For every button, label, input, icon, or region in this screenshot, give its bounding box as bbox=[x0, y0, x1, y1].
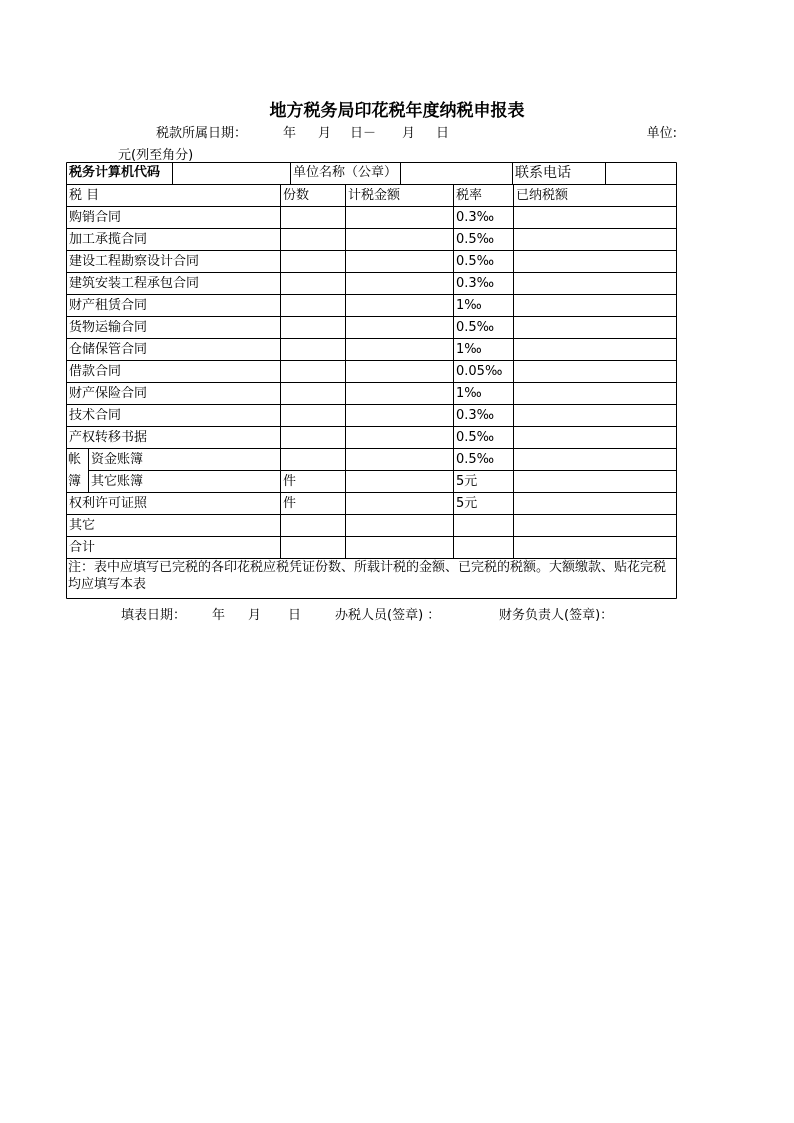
row-amount-cell[interactable] bbox=[348, 430, 450, 446]
row-paid-cell[interactable] bbox=[516, 386, 672, 402]
row-rate-cell: 5元 bbox=[456, 496, 478, 511]
row-amount-cell[interactable] bbox=[348, 474, 450, 490]
row-count-cell[interactable]: 件 bbox=[283, 496, 297, 511]
row-rate-cell: 0.5‰ bbox=[456, 430, 495, 445]
row-paid-cell[interactable] bbox=[516, 496, 672, 512]
unit-name-field[interactable] bbox=[401, 163, 512, 184]
row-rate-cell: 1‰ bbox=[456, 386, 482, 401]
finance-head-signature-label: 财务负责人(签章)： bbox=[499, 608, 614, 623]
fill-date-day: 日 bbox=[288, 608, 302, 623]
row-paid-cell[interactable] bbox=[516, 276, 672, 292]
row-item-name: 货物运输合同 bbox=[69, 320, 148, 335]
row-amount-cell[interactable] bbox=[348, 518, 450, 534]
row-rate-cell: 0.05‰ bbox=[456, 364, 503, 379]
row-amount-cell[interactable] bbox=[348, 254, 450, 270]
row-paid-cell[interactable] bbox=[516, 210, 672, 226]
fill-date-label: 填表日期： bbox=[121, 608, 187, 623]
row-item-name: 购销合同 bbox=[69, 210, 122, 225]
row-rate-cell: 1‰ bbox=[456, 298, 482, 313]
row-amount-cell[interactable] bbox=[348, 232, 450, 248]
ledger-group-label-top: 帐 bbox=[68, 452, 82, 467]
row-amount-cell[interactable] bbox=[348, 496, 450, 512]
row-amount-cell[interactable] bbox=[348, 408, 450, 424]
row-item-name: 财产保险合同 bbox=[69, 386, 148, 401]
tax-code-label: 税务计算机代码 bbox=[69, 165, 161, 180]
unit-name-label: 单位名称（公章） bbox=[293, 165, 398, 180]
column-header-count: 份数 bbox=[283, 188, 310, 203]
row-paid-cell[interactable] bbox=[516, 540, 672, 556]
row-item-name: 权利许可证照 bbox=[69, 496, 148, 511]
row-item-name: 仓储保管合同 bbox=[69, 342, 148, 357]
period-day-start: 日－ bbox=[350, 126, 377, 141]
column-header-item: 税 目 bbox=[69, 188, 100, 203]
row-paid-cell[interactable] bbox=[516, 408, 672, 424]
row-paid-cell[interactable] bbox=[516, 430, 672, 446]
form-note: 注：表中应填写已完税的各印花税应税凭证份数、所载计税的金额、已完税的税额。大额缴款、贴花完税均应填写本表 bbox=[68, 560, 667, 592]
row-rate-cell: 0.5‰ bbox=[456, 254, 495, 269]
tax-officer-signature-label: 办税人员(签章) ： bbox=[335, 608, 441, 623]
row-amount-cell[interactable] bbox=[348, 540, 450, 556]
row-item-name: 产权转移书据 bbox=[69, 430, 148, 445]
column-header-rate: 税率 bbox=[456, 188, 483, 203]
row-count-cell[interactable]: 件 bbox=[283, 474, 297, 489]
row-item-name: 财产租赁合同 bbox=[69, 298, 148, 313]
fill-date-year: 年 bbox=[212, 608, 226, 623]
unit-label: 单位: bbox=[646, 126, 677, 141]
row-amount-cell[interactable] bbox=[348, 320, 450, 336]
row-paid-cell[interactable] bbox=[516, 232, 672, 248]
row-item-name: 其它 bbox=[69, 518, 96, 533]
row-item-name: 建设工程勘察设计合同 bbox=[69, 254, 200, 269]
row-amount-cell[interactable] bbox=[348, 298, 450, 314]
row-paid-cell[interactable] bbox=[516, 320, 672, 336]
row-item-name: 合计 bbox=[69, 540, 96, 555]
row-rate-cell: 0.5‰ bbox=[456, 232, 495, 247]
form-title: 地方税务局印花税年度纳税申报表 bbox=[269, 101, 525, 121]
row-rate-cell: 0.5‰ bbox=[456, 320, 495, 335]
row-rate-cell: 0.3‰ bbox=[456, 210, 495, 225]
tax-code-field[interactable] bbox=[173, 163, 290, 184]
row-rate-cell: 0.5‰ bbox=[456, 452, 495, 467]
period-year: 年 bbox=[283, 126, 297, 141]
row-item-name: 加工承揽合同 bbox=[69, 232, 148, 247]
row-amount-cell[interactable] bbox=[348, 452, 450, 468]
row-paid-cell[interactable] bbox=[516, 518, 672, 534]
column-header-amount: 计税金额 bbox=[348, 188, 401, 203]
phone-field[interactable] bbox=[606, 163, 676, 184]
row-rate-cell: 1‰ bbox=[456, 342, 482, 357]
row-item-name: 资金账簿 bbox=[91, 452, 144, 467]
row-amount-cell[interactable] bbox=[348, 386, 450, 402]
row-rate-cell: 5元 bbox=[456, 474, 478, 489]
row-paid-cell[interactable] bbox=[516, 474, 672, 490]
row-rate-cell: 0.3‰ bbox=[456, 408, 495, 423]
row-item-name: 借款合同 bbox=[69, 364, 122, 379]
column-header-paid: 已纳税额 bbox=[516, 188, 569, 203]
period-day-end: 日 bbox=[436, 126, 450, 141]
phone-label: 联系电话 bbox=[515, 165, 571, 181]
period-month-end: 月 bbox=[402, 126, 416, 141]
row-amount-cell[interactable] bbox=[348, 210, 450, 226]
period-month-start: 月 bbox=[318, 126, 332, 141]
row-paid-cell[interactable] bbox=[516, 364, 672, 380]
fill-date-month: 月 bbox=[248, 608, 262, 623]
row-paid-cell[interactable] bbox=[516, 298, 672, 314]
row-amount-cell[interactable] bbox=[348, 342, 450, 358]
row-item-name: 建筑安装工程承包合同 bbox=[69, 276, 200, 291]
row-item-name: 其它账簿 bbox=[91, 474, 144, 489]
unit-value: 元(列至角分) bbox=[118, 148, 194, 163]
ledger-group-label-bottom: 簿 bbox=[68, 474, 82, 489]
row-paid-cell[interactable] bbox=[516, 342, 672, 358]
row-amount-cell[interactable] bbox=[348, 276, 450, 292]
row-rate-cell: 0.3‰ bbox=[456, 276, 495, 291]
row-amount-cell[interactable] bbox=[348, 364, 450, 380]
period-label: 税款所属日期： bbox=[156, 126, 248, 141]
row-paid-cell[interactable] bbox=[516, 254, 672, 270]
row-item-name: 技术合同 bbox=[69, 408, 122, 423]
row-paid-cell[interactable] bbox=[516, 452, 672, 468]
